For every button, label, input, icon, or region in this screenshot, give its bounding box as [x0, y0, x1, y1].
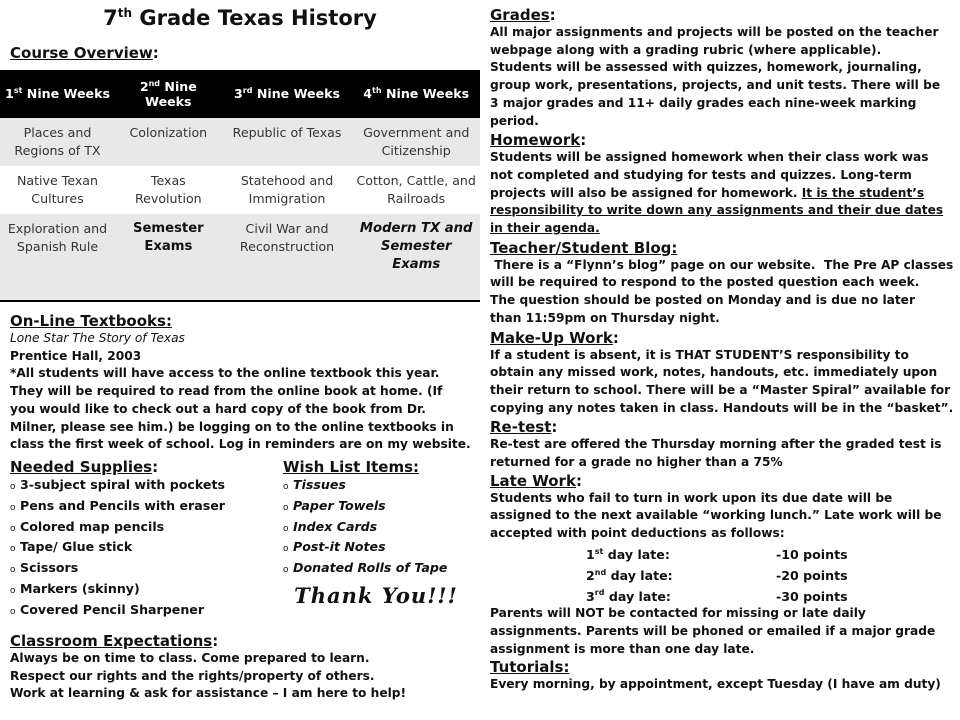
- list-item: o Post-it Notes: [283, 539, 386, 555]
- textbook-line: *All students will have access to the online textbook this year.: [10, 366, 440, 381]
- list-item: o Donated Rolls of Tape: [283, 560, 448, 576]
- table-row: [0, 214, 480, 300]
- latework-heading: Late Work:: [490, 471, 582, 490]
- grades-line: 3 major grades and 11+ daily grades each nine-week marking: [490, 95, 917, 110]
- makeup-line: If a student is absent, it is THAT STUDENT’S responsibility to: [490, 347, 909, 362]
- latework-line: Parents will NOT be contacted for missing or late daily: [490, 606, 866, 621]
- deduction-row: 2nd day late: -20 points: [586, 567, 848, 583]
- wishlist-heading: Wish List Items:: [283, 458, 420, 476]
- table-cell: Semester Exams: [115, 214, 222, 300]
- blog-line: The question should be posted on Monday and is due no later: [490, 293, 915, 308]
- latework-line: Students who fail to turn in work upon its due date will be: [490, 490, 893, 505]
- list-item: o Index Cards: [283, 518, 378, 534]
- list-item: o Paper Towels: [283, 497, 386, 513]
- expectation-line: Always be on time to class. Come prepared to learn.: [10, 651, 370, 665]
- textbook-line: you would like to check out a hard copy of the book from Dr.: [10, 401, 426, 416]
- grades-line: period.: [490, 113, 539, 128]
- blog-line: There is a “Flynn’s blog” page on our website. The Pre AP classes: [490, 257, 954, 272]
- homework-heading: Homework:: [490, 131, 587, 150]
- table-cell: Exploration and Spanish Rule: [0, 214, 115, 300]
- retest-line: returned for a grade no higher than a 75%: [490, 455, 783, 470]
- table-header: 4th Nine Weeks: [352, 70, 480, 118]
- table-header: 1st Nine Weeks: [0, 70, 115, 118]
- table-cell: Government and Citizenship: [352, 118, 480, 166]
- table-cell: Places and Regions of TX: [0, 118, 115, 166]
- grades-heading: Grades:: [490, 6, 556, 24]
- retest-line: Re-test are offered the Thursday morning after the graded test is: [490, 437, 942, 452]
- latework-line: assignment is more than one day late.: [490, 641, 755, 656]
- grades-line: webpage along with a grading rubric (where applicable).: [490, 42, 882, 57]
- makeup-line: obtain any missed work, notes, handouts, etc. immediately upon: [490, 365, 938, 380]
- table-row: [0, 166, 480, 214]
- latework-line: assignments. Parents will be phoned or emailed if a major grade: [490, 623, 936, 638]
- table-cell: Statehood and Immigration: [222, 166, 353, 214]
- list-item: o Colored map pencils: [10, 518, 165, 534]
- grades-line: Students will be assessed with quizzes, homework, journaling,: [490, 60, 922, 75]
- deduction-row: 1st day late: -10 points: [586, 546, 848, 563]
- blog-line: than 11:59pm on Thursday night.: [490, 310, 720, 325]
- table-row: [0, 118, 480, 166]
- grades-line: All major assignments and projects will be posted on the teacher: [490, 25, 939, 39]
- tutorials-heading: Tutorials:: [490, 658, 570, 677]
- makeup-line: their return to school. There will be a “Master Spiral” available for: [490, 382, 951, 397]
- deduction-row: 3rd day late: -30 points: [586, 588, 848, 604]
- table-cell: Native Texan Cultures: [0, 166, 115, 214]
- latework-line: assigned to the next available “working lunch.” Late work will be: [490, 508, 942, 523]
- homework-line: not completed and studying for tests and quizzes. Long-term: [490, 167, 912, 182]
- makeup-line: copying any notes taken in class. Handouts will be in the “basket”.: [490, 400, 954, 415]
- expectations-section: [10, 632, 478, 703]
- wishlist-section: [283, 458, 478, 580]
- thank-you-text: Thank You!!!: [294, 583, 458, 608]
- course-overview-label: Course Overview: [10, 44, 153, 62]
- grades-line: group work, presentations, projects, and unit tests. There will be: [490, 78, 941, 93]
- homework-line: responsibility to write down any assignments and their due dates: [490, 203, 944, 218]
- list-item: o Markers (skinny): [10, 580, 140, 596]
- table-cell: Civil War and Reconstruction: [222, 214, 353, 300]
- textbook-publisher: Prentice Hall, 2003: [10, 348, 142, 363]
- list-item: o Scissors: [10, 560, 79, 576]
- retest-heading: Re-test:: [490, 418, 558, 437]
- list-item: o Tissues: [283, 477, 346, 492]
- table-cell: Republic of Texas: [222, 118, 353, 166]
- table-header: 2nd Nine Weeks: [115, 70, 222, 118]
- right-column: [490, 6, 955, 694]
- table-cell: Colonization: [115, 118, 222, 166]
- table-cell: Modern TX and Semester Exams: [352, 214, 480, 300]
- table-cell: Texas Revolution: [115, 166, 222, 214]
- expectation-line: Work at learning & ask for assistance – I am here to help!: [10, 686, 407, 701]
- textbook-line: Milner, please see him.) be logging on to the online textbooks in: [10, 419, 454, 434]
- expectation-line: Respect our rights and the rights/property of others.: [10, 668, 375, 683]
- table-header-row: [0, 70, 480, 118]
- homework-line: projects will also be assigned for homework. It is the student’s: [490, 185, 925, 200]
- page-title: [0, 6, 480, 30]
- expectations-heading: Classroom Expectations:: [10, 632, 219, 650]
- blog-line: will be required to respond to the posted question each week.: [490, 275, 920, 290]
- title-text: Grade Texas History: [139, 6, 377, 30]
- title-number: 7: [103, 6, 118, 30]
- textbook-title: Lone Star The Story of Texas: [10, 331, 185, 345]
- homework-line: in their agenda.: [490, 221, 600, 236]
- table-bottom-rule: [0, 300, 480, 302]
- supplies-section: [10, 458, 275, 622]
- list-item: o Pens and Pencils with eraser: [10, 497, 226, 513]
- course-overview-colon: :: [152, 44, 159, 62]
- course-overview-table: [0, 70, 480, 300]
- blog-heading: Teacher/Student Blog:: [490, 238, 678, 257]
- list-item: o Tape/ Glue stick: [10, 539, 133, 555]
- latework-line: accepted with point deductions as follows:: [490, 526, 785, 541]
- course-overview-heading: [10, 44, 159, 62]
- supplies-heading: Needed Supplies:: [10, 458, 159, 476]
- table-cell: Cotton, Cattle, and Railroads: [352, 166, 480, 214]
- textbooks-heading: On-Line Textbooks:: [10, 312, 172, 330]
- makeup-heading: Make-Up Work:: [490, 328, 619, 347]
- list-item: o Covered Pencil Sharpener: [10, 601, 205, 617]
- list-item: o 3-subject spiral with pockets: [10, 477, 225, 492]
- tutorials-line: Every morning, by appointment, except Tuesday (I have am duty): [490, 677, 941, 692]
- textbooks-section: [10, 312, 478, 454]
- homework-line: Students will be assigned homework when their class work was: [490, 150, 929, 165]
- title-suffix: th: [117, 6, 133, 20]
- textbook-line: class the first week of school. Log in reminders are on my website.: [10, 437, 471, 452]
- textbook-line: They will be required to read from the online book at home. (If: [10, 384, 443, 399]
- table-header: 3rd Nine Weeks: [222, 70, 353, 118]
